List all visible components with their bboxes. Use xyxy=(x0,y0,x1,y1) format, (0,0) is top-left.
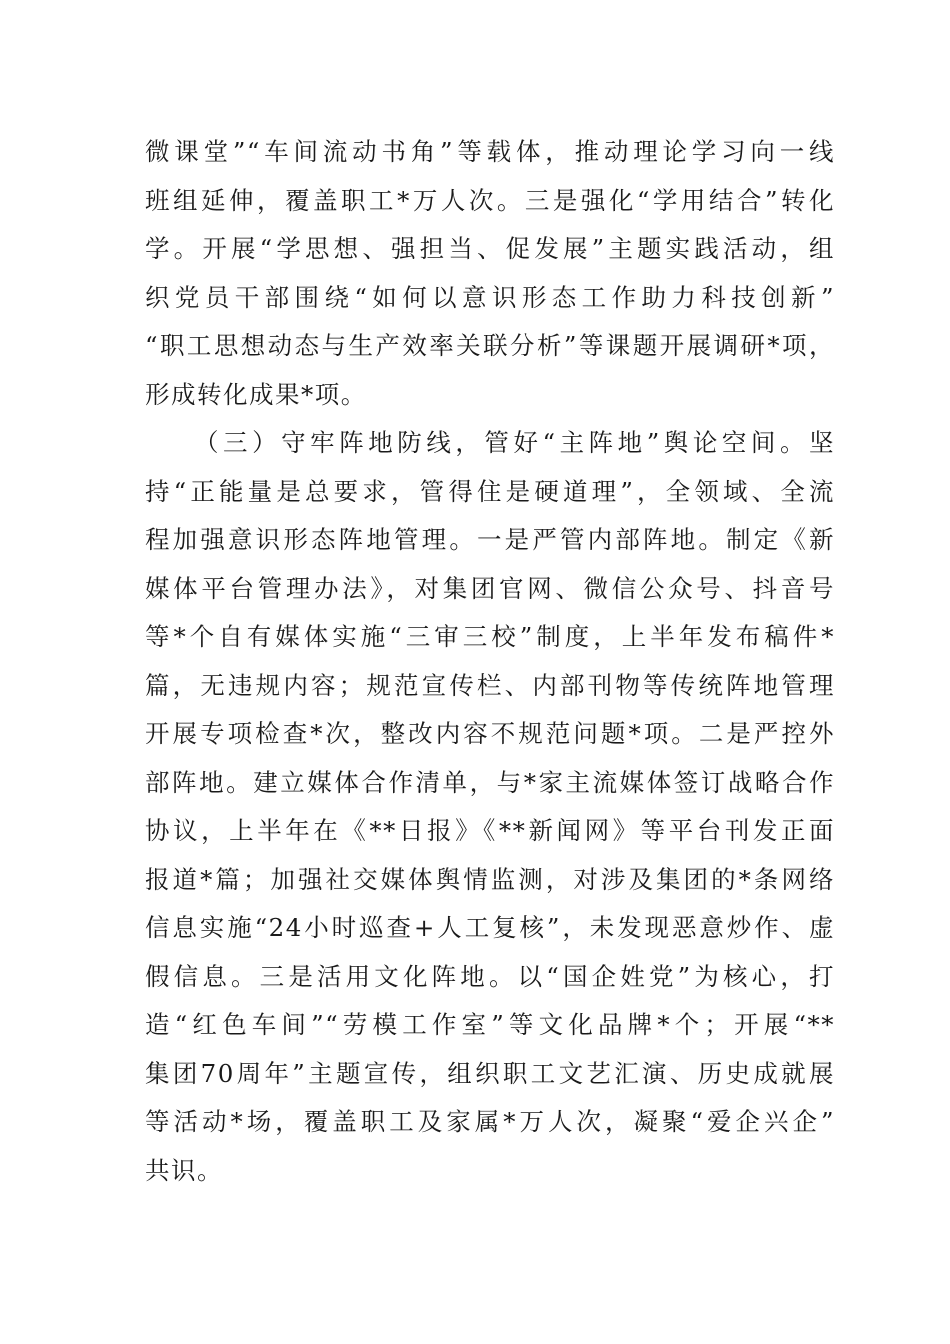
text-line: 班组延伸，覆盖职工*万人次。三是强化“学用结合”转化 xyxy=(145,185,835,215)
text-line: 织党员干部围绕“如何以意识形态工作助力科技创新” xyxy=(145,282,835,312)
text-line: “职工思想动态与生产效率关联分析”等课题开展调研*项， xyxy=(145,331,835,360)
document-body xyxy=(145,128,835,1195)
text-line: 造“红色车间”“劳模工作室”等文化品牌*个；开展“** xyxy=(145,1010,835,1039)
text-line: 等活动*场，覆盖职工及家属*万人次，凝聚“爱企兴企” xyxy=(145,1107,835,1136)
text-line: 部阵地。建立媒体合作清单，与*家主流媒体签订战略合作 xyxy=(145,767,835,797)
text-line: 信息实施“24小时巡查+人工复核”，未发现恶意炒作、虚 xyxy=(145,913,835,942)
text-line: 开展专项检查*次，整改内容不规范问题*项。二是严控外 xyxy=(145,719,835,748)
text-line: 学。开展“学思想、强担当、促发展”主题实践活动，组 xyxy=(145,234,835,263)
section-heading-line: （三）守牢阵地防线，管好“主阵地”舆论空间。坚 xyxy=(194,428,835,457)
text-line: 共识。 xyxy=(145,1155,223,1185)
text-line: 篇，无违规内容；规范宣传栏、内部刊物等传统阵地管理 xyxy=(145,670,835,700)
text-line: 报道*篇；加强社交媒体舆情监测，对涉及集团的*条网络 xyxy=(145,864,835,894)
text-line: 集团70周年”主题宣传，组织职工文艺汇演、历史成就展 xyxy=(145,1058,835,1088)
text-line: 媒体平台管理办法》，对集团官网、微信公众号、抖音号 xyxy=(145,573,835,603)
text-line: 等*个自有媒体实施“三审三校”制度，上半年发布稿件* xyxy=(145,622,835,651)
text-line: 协议，上半年在《**日报》《**新闻网》等平台刊发正面 xyxy=(145,816,835,845)
text-line: 形成转化成果*项。 xyxy=(145,379,367,409)
text-line: 微课堂”“车间流动书角”等载体，推动理论学习向一线 xyxy=(145,137,835,166)
text-line: 程加强意识形态阵地管理。一是严管内部阵地。制定《新 xyxy=(145,525,835,554)
text-line: 持“正能量是总要求，管得住是硬道理”，全领域、全流 xyxy=(145,476,835,506)
text-line: 假信息。三是活用文化阵地。以“国企姓党”为核心，打 xyxy=(145,961,835,991)
